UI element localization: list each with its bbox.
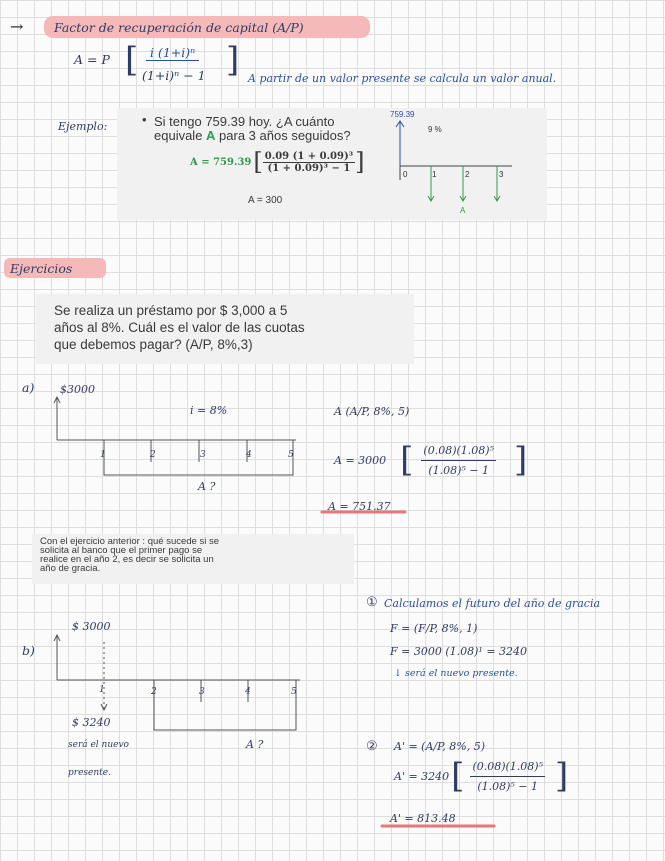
exercise1-tick-label: 4 [246, 450, 252, 460]
example-tick-label: 2 [465, 170, 470, 179]
exercise2-annuity-bracket [154, 702, 296, 730]
example-tick-label: 1 [432, 170, 437, 179]
example-annuity-label: A [460, 206, 466, 215]
example-cashflow [396, 121, 512, 180]
exercise2-new-present-line1: será el nuevo [68, 740, 129, 750]
exercise1-tick-label: 1 [100, 450, 106, 460]
formula-lhs: A = P [74, 52, 110, 67]
exercise1-answer: A = 751.37 [328, 500, 391, 513]
exercise2-step2-calc: A' = 3240 [ $\frac{\text{(0.08)(1.08)⁵}}{\text{(1.08)⁵ − 1}}$ ] [394, 756, 569, 796]
exercise2-step2-factor: A' = (A/P, 8%, 5) [394, 740, 486, 753]
exercise2-step2-marker: ② [366, 739, 378, 754]
exercise2-step1-calc: F = 3000 (1.08)¹ = 3240 [390, 645, 528, 658]
exercise2-tick-label: 4 [245, 687, 251, 697]
exercise2-problem-line3: realice en el año 2, es decir se solicita un [40, 554, 214, 565]
exercise2-tick-label: 2 [151, 687, 157, 697]
example-bullet: • [142, 112, 147, 127]
exercise2-step1-marker: ① [366, 595, 378, 610]
example-tick-label: 3 [499, 170, 504, 179]
exercise1-calc-num: (0.08)(1.08)⁵ [421, 444, 496, 461]
exercise1-tick-label: 3 [200, 450, 206, 460]
exercise2-part-label: b) [22, 643, 35, 658]
exercise2-new-present-line2: presente. [68, 768, 111, 778]
exercise2-step2-den: (1.08)⁵ − 1 [477, 779, 539, 793]
example-rate: 9 % [428, 125, 442, 134]
exercise1-calc: A = 3000 [ $\frac{\text{(0.08)(1.08)⁵}}{\text{(1.08)⁵ − 1}}$ ] [334, 440, 528, 480]
exercise1-tick-label: 2 [150, 450, 156, 460]
exercise2-tick-label: 3 [199, 687, 205, 697]
exercise2-problem-line1: Con el ejercicio anterior : qué sucede si se [40, 536, 220, 547]
exercise1-problem-line1: Se realiza un préstamo por $ 3,000 a 5 [54, 303, 288, 318]
exercise1-amount: $3000 [60, 383, 95, 396]
example-question-line2: equivale A para 3 años seguidos? [154, 128, 351, 143]
exercise1-annuity-label: A ? [198, 480, 216, 493]
exercise1-factor: A (A/P, 8%, 5) [334, 405, 410, 418]
exercise2-amount: $ 3000 [72, 620, 111, 633]
exercise2-answer: A' = 813.48 [390, 812, 456, 825]
example-formula-den: (1 + 0.09)³ − 1 [267, 162, 351, 174]
formula-note: A partir de un valor presente se calcula un valor anual. [248, 72, 557, 85]
exercise1-part-label: a) [22, 380, 35, 395]
example-question-line1: Si tengo 759.39 hoy. ¿A cuánto [154, 114, 335, 129]
exercise2-step1-factor: F = (F/P, 8%, 1) [390, 622, 478, 635]
exercise1-tick-label: 5 [288, 450, 294, 460]
formula-bracket-close: ] [226, 40, 240, 80]
exercise1-rate: i = 8% [190, 404, 228, 417]
example-a-highlight: A [206, 128, 216, 143]
exercise1-cashflow [54, 397, 296, 475]
exercise2-step2-lhs: A' = 3240 [394, 769, 450, 783]
exercise2-new-amount: $ 3240 [72, 716, 111, 729]
exercise2-tick-label: 5 [291, 687, 297, 697]
exercise2-annuity-label: A ? [246, 738, 264, 751]
example-present-value: 759.39 [390, 110, 415, 119]
example-tick-label: 0 [403, 170, 408, 179]
exercise1-calc-den: (1.08)⁵ − 1 [428, 463, 490, 477]
exercise2-step1-text: Calculamos el futuro del año de gracia [384, 597, 601, 610]
exercise1-problem-line3: que debemos pagar? (A/P, 8%,3) [54, 337, 253, 352]
exercise2-step1-note: ↓ será el nuevo presente. [394, 668, 518, 679]
exercise1-problem-line2: años al 8%. Cuál es el valor de las cuotas [54, 320, 305, 335]
exercise2-tick-label: 1 [99, 685, 105, 695]
formula-numerator: i (1+i)ⁿ [146, 45, 199, 61]
formula-denominator: (1+i)ⁿ − 1 [142, 68, 206, 83]
exercise2-problem-line4: año de gracia. [40, 563, 101, 574]
example-result: A = 300 [248, 195, 283, 206]
exercise2-step2-num: (0.08)(1.08)⁵ [470, 760, 545, 777]
example-annuity-arrows [428, 166, 500, 201]
arrow-icon: → [10, 17, 24, 36]
example-formula-lhs: A = 759.39 [190, 156, 252, 168]
section-title: Ejercicios [10, 261, 73, 276]
page-title: Factor de recuperación de capital (A/P) [54, 20, 304, 35]
exercise2-problem-line2: solicita al banco que el primer pago se [40, 545, 203, 556]
example-formula: A = 759.39 [ $\frac{\text{0.09 (1 + 0.09)³}}{\text{(1 + 0.09)³ − 1}}$ ] [190, 148, 365, 176]
example-formula-num: 0.09 (1 + 0.09)³ [264, 150, 354, 162]
exercise1-calc-lhs: A = 3000 [334, 453, 387, 467]
example-label: Ejemplo: [58, 120, 108, 133]
exercise1-annuity-bracket [104, 462, 293, 475]
formula-bracket-open: [ [125, 40, 139, 80]
